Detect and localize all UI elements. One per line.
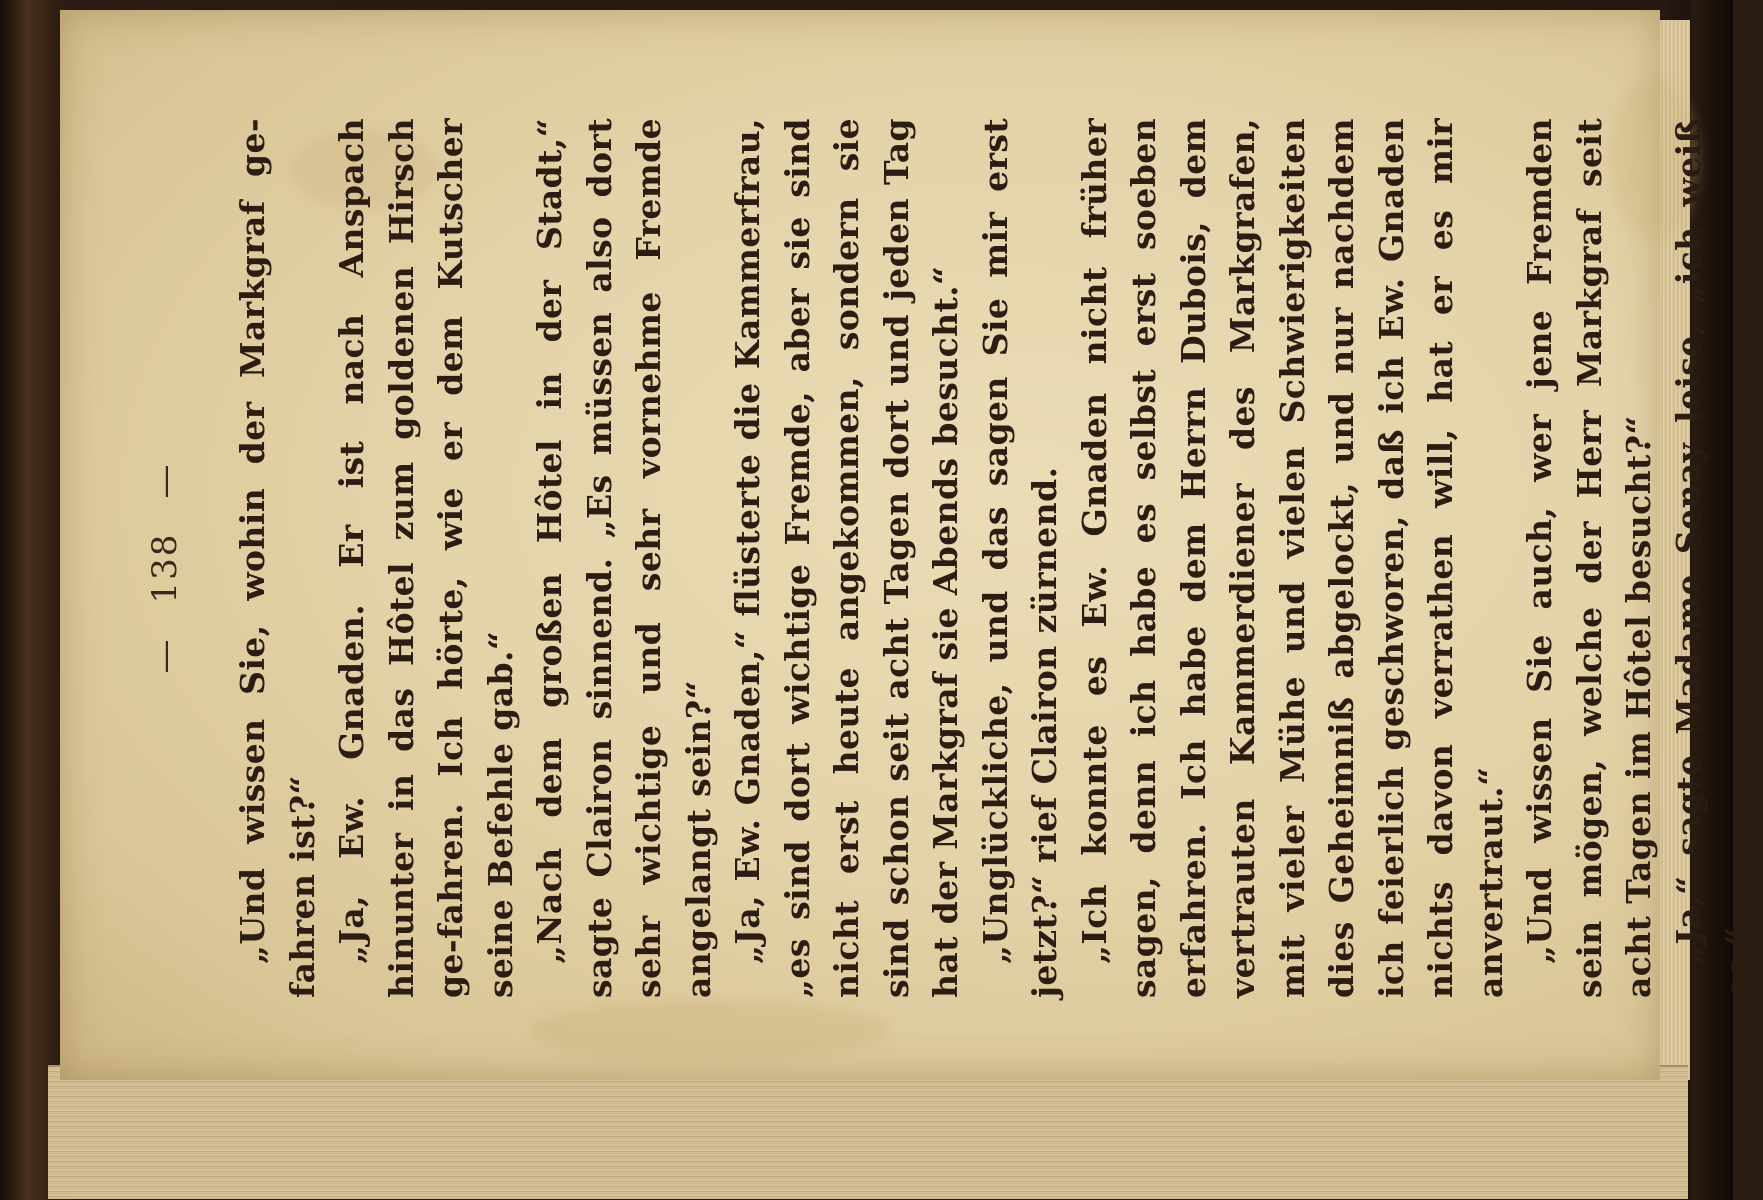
paragraph: „Ja, Ew. Gnaden,“ flüsterte die Kammerfrau, „es sind dort wichtige Fremde, aber sie sind nicht erst heute angekommen, sondern sie sind schon seit acht Tagen dort und jeden Tag hat der Markgraf sie Abends besucht.“: [728, 118, 965, 998]
paragraph: „Nach dem großen Hôtel in der Stadt,“ sagte Clairon sinnend. „Es müssen also dort sehr wichtige und sehr vornehme Fremde angelangt sein?“: [530, 118, 718, 998]
page-number: 138: [145, 532, 185, 604]
running-head: [142, 78, 188, 1058]
paragraph: „Ja, Ew. Gnaden. Er ist nach Anspach hinunter in das Hôtel zum goldenen Hirsch ge-fahren. Ich hörte, wie er dem Kutscher seine Befehle gab.“: [332, 118, 520, 998]
header-dash-left: —: [145, 637, 185, 674]
paragraph: „Und wissen Sie, wohin der Markgraf ge-fahren ist?“: [233, 118, 322, 998]
paragraph: „Ich konnte es Ew. Gnaden nicht früher sagen, denn ich habe es selbst erst soeben erfahren. Ich habe dem Herrn Dubois, dem vertrauten Kammerdiener des Markgrafen, mit vieler Mühe und vielen Schwierigkeiten dies Geheimniß abgelockt, und nur nachdem ich feierlich geschworen, daß ich Ew. Gnaden nichts davon verrathen will, hat er es mir anvertraut.“: [1074, 118, 1510, 998]
paragraph: „Unglückliche, und das sagen Sie mir erst jetzt?“ rief Clairon zürnend.: [975, 118, 1064, 998]
paragraph: „Und wissen Sie auch, wer jene Fremden sein mögen, welche der Herr Markgraf seit acht Tagen im Hôtel besucht?“: [1520, 118, 1658, 998]
header-dash-right: —: [145, 462, 185, 499]
paragraph: „Ja,“ sagte Madame Senay leise, „ich weiß es.“: [1668, 118, 1757, 998]
rotated-text-block: [142, 78, 1757, 1088]
body-text: [228, 78, 1763, 1088]
book-cover-left: [0, 0, 60, 1200]
